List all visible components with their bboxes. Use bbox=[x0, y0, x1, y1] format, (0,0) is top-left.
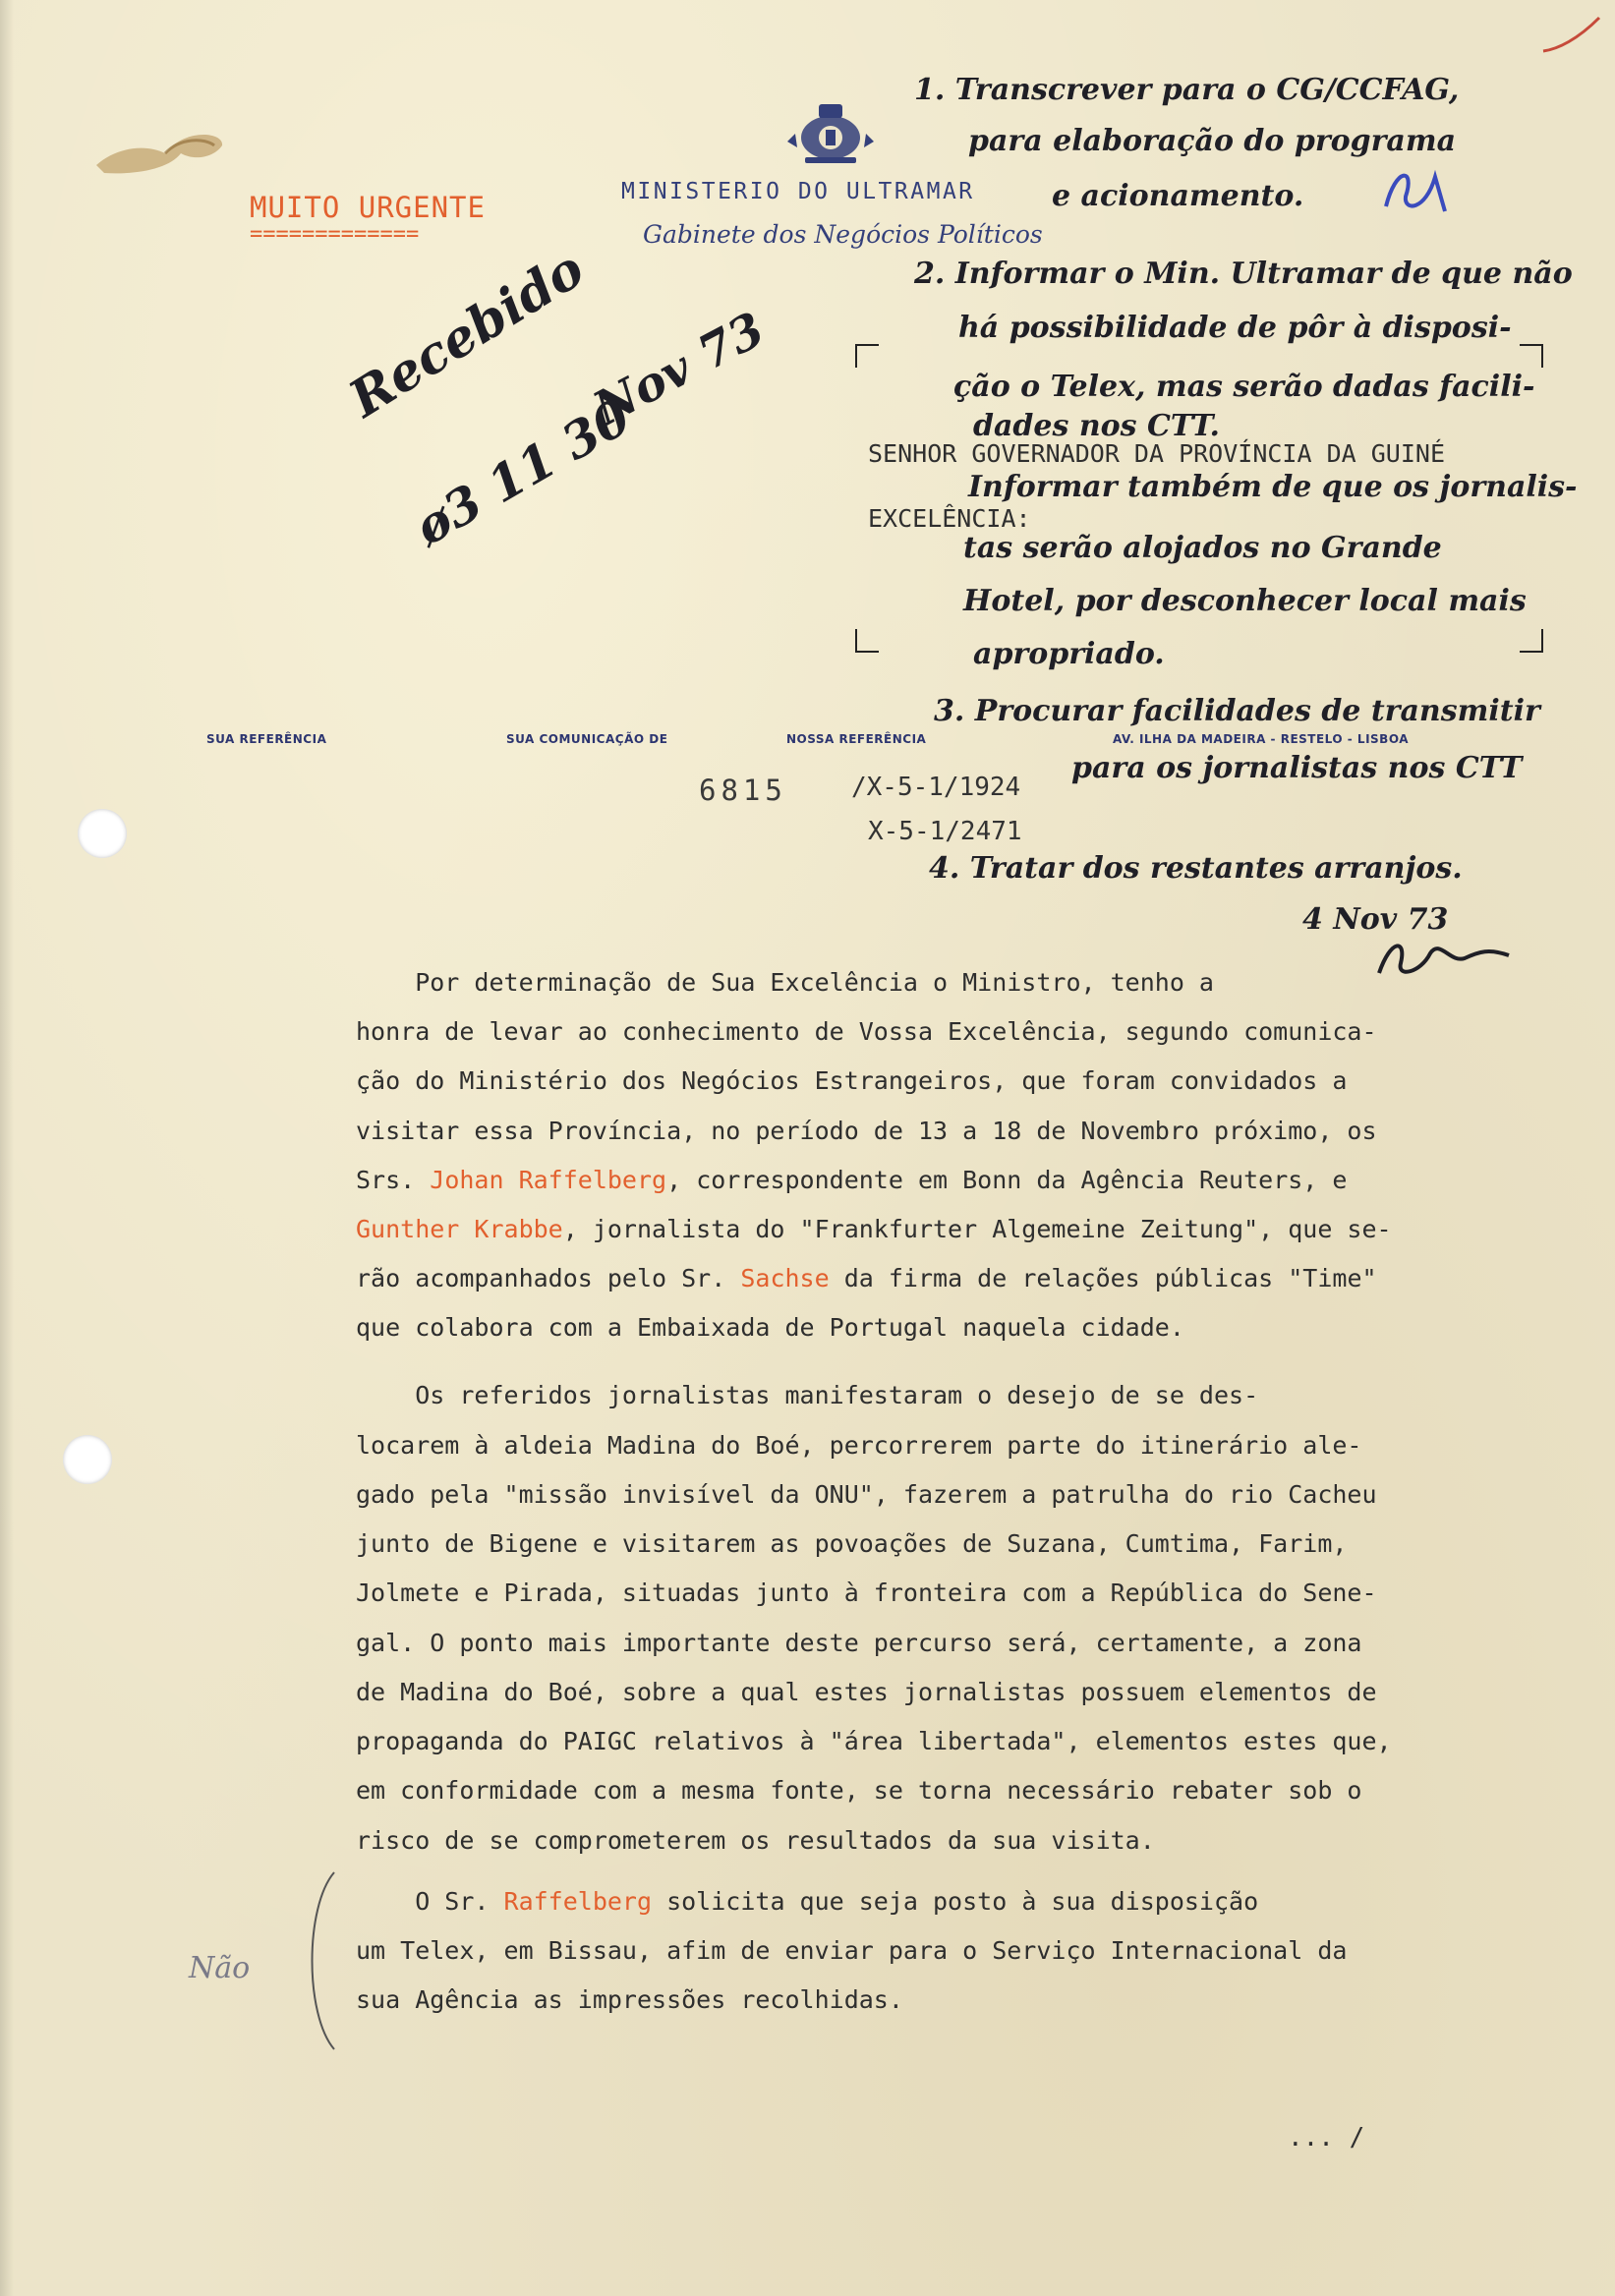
red-pencil-mark bbox=[1538, 10, 1607, 59]
note-4: 4. Tratar dos restantes arranjos. bbox=[929, 851, 1463, 886]
body-line bbox=[356, 1254, 1599, 1303]
body-text: , correspondente em Bonn da Agência Reuters, e bbox=[666, 1166, 1348, 1194]
note-3a: 3. Procurar facilidades de transmitir bbox=[934, 694, 1540, 728]
journalist-name-highlight: Raffelberg bbox=[503, 1887, 653, 1916]
salutation: EXCELÊNCIA: bbox=[868, 504, 1031, 533]
body-line: Jolmete e Pirada, situadas junto à fronteira com a República do Sene- bbox=[356, 1578, 1377, 1607]
note-1c: e acionamento. bbox=[1052, 179, 1304, 213]
received-date: Nov 73 bbox=[585, 302, 774, 437]
note-2g: Hotel, por desconhecer local mais bbox=[963, 584, 1527, 618]
note-2h: apropriado. bbox=[973, 637, 1165, 671]
urgency-underline: ============= bbox=[250, 222, 420, 247]
addressee: SENHOR GOVERNADOR DA PROVÍNCIA DA GUINÉ bbox=[868, 439, 1445, 468]
blue-initials bbox=[1376, 157, 1455, 226]
body-text: rão acompanhados pelo Sr. bbox=[356, 1264, 741, 1292]
note-2d: dades nos CTT. bbox=[973, 409, 1221, 443]
note-2f: tas serão alojados no Grande bbox=[963, 531, 1442, 565]
body-text: Srs. bbox=[356, 1166, 431, 1194]
received-word: Recebido bbox=[339, 238, 595, 430]
label-your-communication: SUA COMUNICAÇÃO DE bbox=[506, 732, 668, 746]
body-text: da firma de relações públicas "Time" bbox=[829, 1264, 1377, 1292]
body-line: gado pela "missão invisível da ONU", fazerem a patrulha do rio Cacheu bbox=[356, 1480, 1377, 1509]
body-line bbox=[356, 1205, 1599, 1254]
body-line: em conformidade com a mesma fonte, se torna necessário rebater sob o bbox=[356, 1776, 1362, 1805]
journalist-name-highlight: Johan Raffelberg bbox=[430, 1166, 667, 1194]
note-date: 4 Nov 73 bbox=[1302, 902, 1449, 937]
reference-code-2: X-5-1/2471 bbox=[868, 817, 1022, 846]
label-our-reference: NOSSA REFERÊNCIA bbox=[786, 732, 927, 746]
body-line: Por determinação de Sua Excelência o Ministro, tenho a bbox=[356, 968, 1214, 997]
punch-hole-bottom bbox=[63, 1435, 112, 1484]
body-line: de Madina do Boé, sobre a qual estes jornalistas possuem elementos de bbox=[356, 1678, 1377, 1706]
person-name-highlight: Sachse bbox=[740, 1264, 830, 1292]
body-line: gal. O ponto mais importante deste percurso será, certamente, a zona bbox=[356, 1629, 1362, 1657]
body-line: risco de se comprometerem os resultados da sua visita. bbox=[356, 1826, 1155, 1855]
body-line bbox=[356, 1156, 1599, 1205]
punch-hole-top bbox=[78, 809, 127, 858]
body-line: sua Agência as impressões recolhidas. bbox=[356, 1985, 903, 2014]
address-bracket-tl bbox=[855, 344, 879, 368]
body-line: junto de Bigene e visitarem as povoações de Suzana, Cumtima, Farim, bbox=[356, 1529, 1348, 1558]
body-text: , jornalista do "Frankfurter Algemeine Zeitung", que se- bbox=[562, 1215, 1392, 1243]
margin-note: Não bbox=[189, 1951, 251, 1985]
note-3b: para os jornalistas nos CTT bbox=[1071, 751, 1523, 785]
note-2c: ção o Telex, mas serão dadas facili- bbox=[953, 370, 1535, 404]
label-your-reference: SUA REFERÊNCIA bbox=[206, 732, 327, 746]
body-line: Os referidos jornalistas manifestaram o desejo de se des- bbox=[356, 1381, 1259, 1409]
body-line: propaganda do PAIGC relativos à "área libertada", elementos estes que, bbox=[356, 1727, 1392, 1755]
note-2a: 2. Informar o Min. Ultramar de que não bbox=[914, 257, 1573, 291]
body-line bbox=[356, 1877, 1599, 1926]
reference-code-1: /X-5-1/1924 bbox=[851, 773, 1021, 802]
note-1a: 1. Transcrever para o CG/CCFAG, bbox=[914, 73, 1460, 107]
body-line: ção do Ministério dos Negócios Estrangeiros, que foram convidados a bbox=[356, 1066, 1348, 1095]
journalist-name-highlight: Gunther Krabbe bbox=[356, 1215, 563, 1243]
body-text: solicita que seja posto à sua disposição bbox=[652, 1887, 1259, 1916]
body-line: locarem à aldeia Madina do Boé, percorrerem parte do itinerário ale- bbox=[356, 1431, 1362, 1460]
ministry-emblem-icon bbox=[785, 98, 876, 169]
address-bracket-br bbox=[1520, 629, 1543, 653]
label-address: AV. ILHA DA MADEIRA - RESTELO - LISBOA bbox=[1113, 732, 1409, 746]
address-bracket-bl bbox=[855, 629, 879, 653]
continuation-mark: ... / bbox=[1288, 2123, 1365, 2152]
ministry-name: MINISTERIO DO ULTRAMAR bbox=[621, 179, 975, 204]
note-2b: há possibilidade de pôr à disposi- bbox=[958, 311, 1512, 345]
urgency-stamp: MUITO URGENTE bbox=[250, 191, 486, 224]
body-line: que colabora com a Embaixada de Portugal naquela cidade. bbox=[356, 1313, 1184, 1342]
clip-stain bbox=[87, 118, 234, 187]
body-line: honra de levar ao conhecimento de Vossa Excelência, segundo comunica- bbox=[356, 1017, 1377, 1046]
reference-number: 6815 bbox=[699, 774, 787, 807]
note-2e: Informar também de que os jornalis- bbox=[968, 470, 1578, 504]
note-1b: para elaboração do programa bbox=[968, 124, 1457, 158]
received-time: ø3 11 30 bbox=[405, 386, 641, 557]
cabinet-name: Gabinete dos Negócios Políticos bbox=[643, 220, 1043, 249]
page-fold bbox=[0, 0, 14, 2296]
body-line: um Telex, em Bissau, afim de enviar para o Serviço Internacional da bbox=[356, 1936, 1348, 1965]
body-line: visitar essa Província, no período de 13 a 18 de Novembro próximo, os bbox=[356, 1117, 1377, 1145]
body-text: O Sr. bbox=[356, 1887, 504, 1916]
margin-bracket bbox=[295, 1867, 344, 2054]
